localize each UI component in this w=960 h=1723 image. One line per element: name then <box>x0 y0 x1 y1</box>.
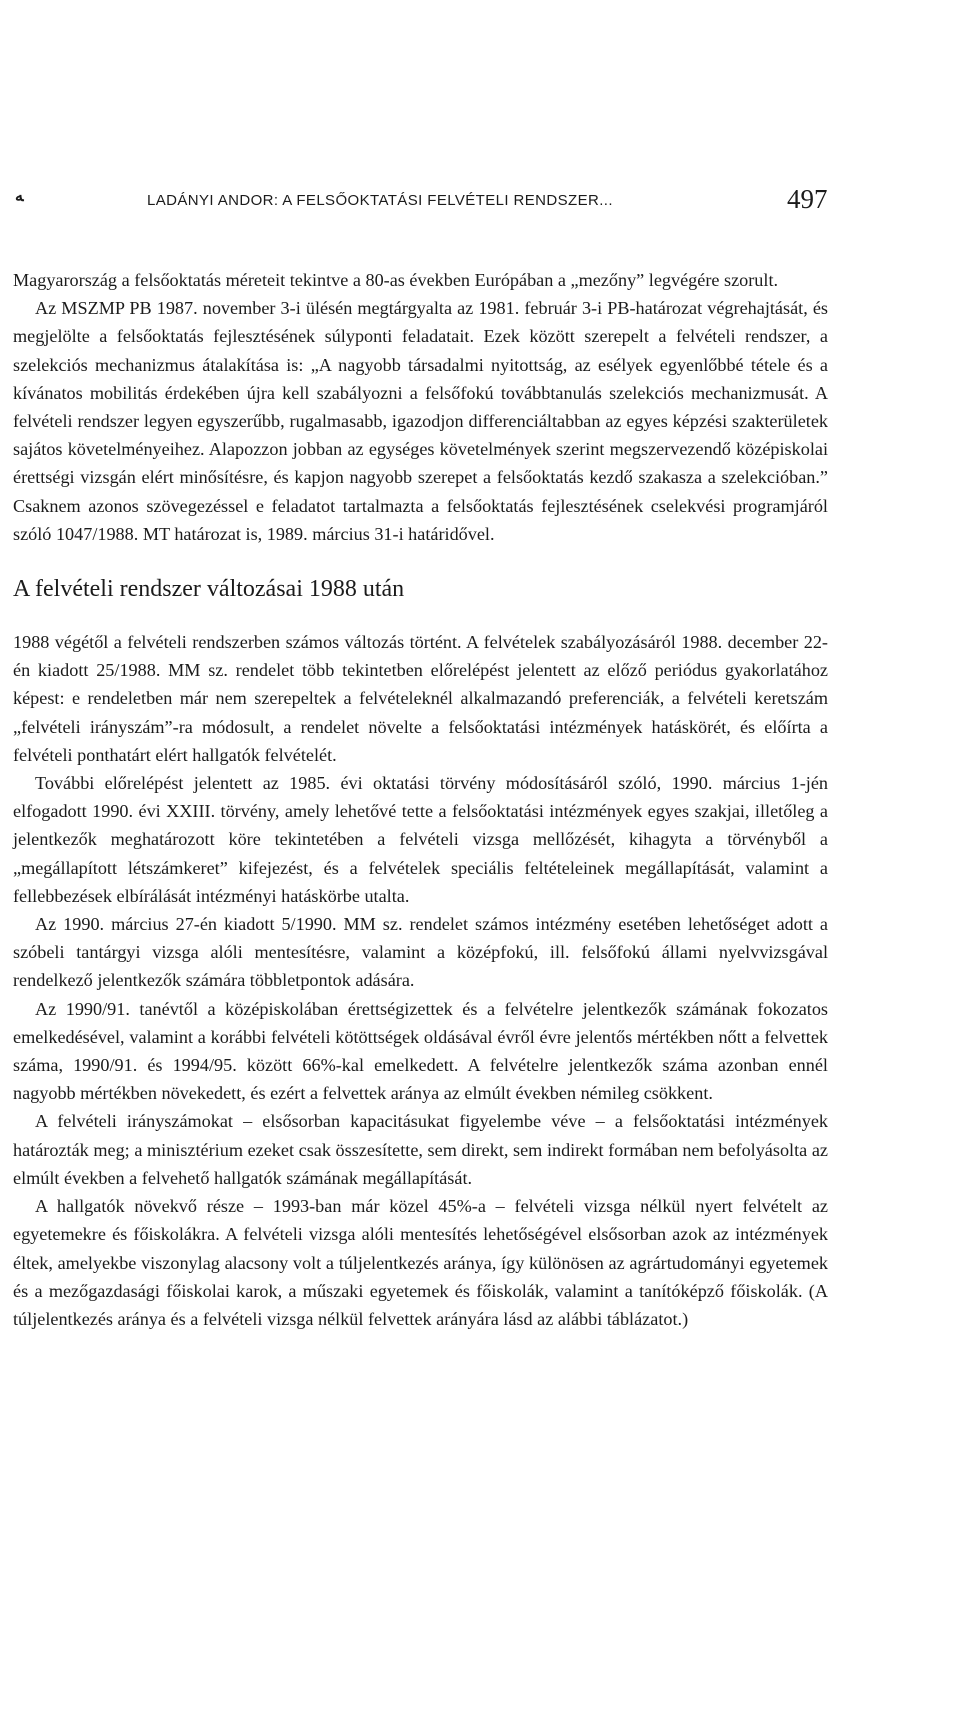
section-heading: A felvételi rendszer változásai 1988 után <box>13 576 405 603</box>
ornament-mark: ﻪ <box>15 188 24 205</box>
paragraph-section-3: Az 1990. március 27-én kiadott 5/1990. MM sz. rendelet számos intézmény esetében lehetőséget adott a szóbeli tantárgyi vizsga alóli mentesítésre, valamint a középfokú, ill. felsőfokú állami nyelvvizsgával rendelkező jelentkezők számára többletpontok adására. <box>13 914 828 991</box>
body-text <box>13 266 828 1333</box>
paragraph-section-5: A felvételi irányszámokat – elsősorban kapacitásukat figyelembe véve – a felsőoktatási intézmények határozták meg; a minisztérium ezeket csak összesítette, sem direkt, sem indirekt formában nem befolyásolta az elmúlt években a felvehető hallgatók számának megállapítását. <box>13 1111 828 1188</box>
paragraph-intro-1: Magyarország a felsőoktatás méreteit tekintve a 80-as években Európában a „mezőny” legvégére szorult. <box>13 270 779 290</box>
paragraph-section-4: Az 1990/91. tanévtől a középiskolában érettségizettek és a felvételre jelentkezők számának fokozatos emelkedésével, valamint a korábbi felvételi kötöttségek oldásával évről évre jelentős mértékben nőtt a felvettek száma, 1990/91. és 1994/95. között 66%-kal emelkedett. A felvételre jelentkezők száma azonban ennél nagyobb mértékben növekedett, és ezért a felvettek aránya az elmúlt években némileg csökkent. <box>13 998 828 1104</box>
paragraph-intro-2: Az MSZMP PB 1987. november 3-i ülésén megtárgyalta az 1981. február 3-i PB-határozat végrehajtását, és megjelölte a felsőoktatás fejlesztésének súlyponti feladatait. Ezek között szerepelt a felvételi rendszer, a szelekciós mechanizmus átalakítása is: „A nagyobb társadalmi nyitottság, az esélyek egyenlőbbé tétele és a kívánatos mobilitás érdekében újra kell szabályozni a felsőfokú továbbtanulás szelekciós mechanizmusát. A felvételi rendszer legyen egyszerűbb, rugalmasabb, igazodjon differenciáltabban az egyes képzési szakterületek sajátos követelményeihez. Alapozzon jobban az egységes követelmények szerint megszervezendő középiskolai érettségi vizsgán elért minősítésre, és kapjon nagyobb szerepet a felsőoktatás kezdő szakasza a szelekcióban.” Csaknem azonos szövegezéssel e feladatot tartalmazta a felsőoktatás fejlesztésének cselekvési programjáról szóló 1047/1988. MT határozat is, 1989. március 31-i határidővel. <box>13 298 828 544</box>
paragraph-section-2: További előrelépést jelentett az 1985. évi oktatási törvény módosításáról szóló, 1990. március 1-jén elfogadott 1990. évi XXIII. törvény, amely lehetővé tette a felsőoktatási intézmények egyes szakjai, illetőleg a jelentkezők meghatározott köre tekintetében a felvételi vizsga mellőzését, kihagyta a törvényből a „megállapított létszámkeret” kifejezést, és a felvételek speciális feltételeinek megállapítását, valamint a fellebbezések elbírálását intézményi hatáskörbe utalta. <box>13 773 828 906</box>
paragraph-section-1: 1988 végétől a felvételi rendszerben számos változás történt. A felvételek szabályozásáról 1988. december 22-én kiadott 25/1988. MM sz. rendelet több tekintetben előrelépést jelentett az előző periódus gyakorlatához képest: e rendeletben már nem szerepeltek a felvételeknél alkalmazandó preferenciák, a felvételi keretszám „felvételi irányszám”-ra módosult, a rendelet növelte a felsőoktatási intézmények hatáskörét, és előírta a felvételi ponthatárt elért hallgatók felvételét. <box>13 632 828 765</box>
page-number: 497 <box>787 184 828 214</box>
running-head: LADÁNYI ANDOR: A FELSŐOKTATÁSI FELVÉTELI RENDSZER... <box>147 192 613 209</box>
paragraph-section-6: A hallgatók növekvő része – 1993-ban már közel 45%-a – felvételi vizsga nélkül nyert felvételt az egyetemekre és főiskolákra. A felvételi vizsga alóli mentesítés lehetőségével elsősorban azok az intézmények éltek, amelyekbe viszonylag alacsony volt a túljelentkezés aránya, így különösen az agrártudományi egyetemek és a mezőgazdasági főiskolai karok, a műszaki egyetemek és főiskolák, valamint a tanítóképző főiskolák. (A túljelentkezés aránya és a felvételi vizsga nélkül felvettek arányára lásd az alábbi táblázatot.) <box>13 1196 828 1329</box>
